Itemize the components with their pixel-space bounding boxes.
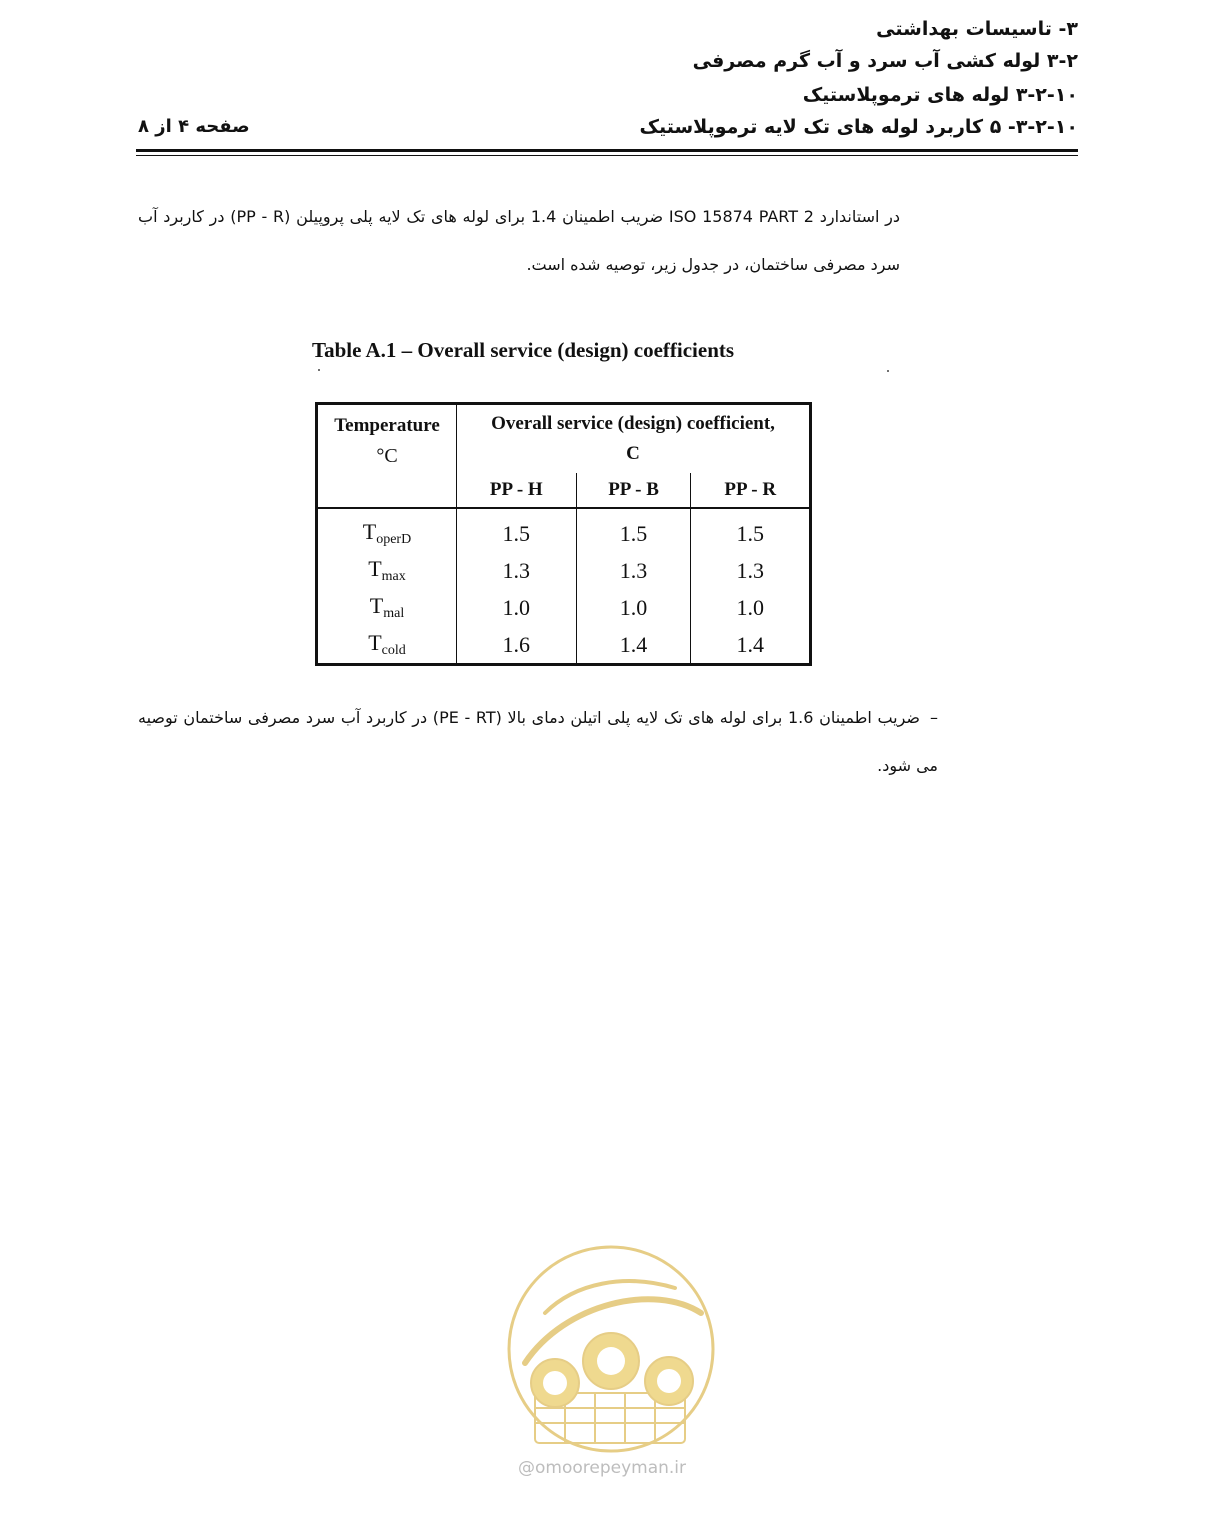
row-label [317, 508, 457, 552]
scan-speck [318, 369, 320, 371]
row-label [317, 552, 457, 589]
table-cell: 1.0 [502, 594, 531, 620]
header-subsection-title: ۳-۲ لوله کشی آب سرد و آب گرم مصرفی [692, 50, 1078, 72]
table-cell: 1.3 [736, 557, 764, 583]
temperature-header [317, 404, 457, 509]
row-label-symbol: T [362, 519, 377, 544]
column-header-pp-b: PP - B [576, 473, 691, 508]
table-row [317, 508, 811, 552]
table-cell: 1.5 [736, 520, 764, 546]
table-cell: 1.4 [736, 631, 764, 657]
row-label-subscript: operD [376, 532, 412, 547]
watermark-site-label: @omoorepeyman.ir [518, 1458, 687, 1478]
header-topic-title: ۳-۲-۱۰- ۵ کاربرد لوله های تک لایه ترموپلاستیک [639, 116, 1078, 138]
scan-speck [887, 370, 889, 372]
table-row [317, 626, 811, 665]
row-label-subscript: max [381, 569, 406, 584]
bullet-text: ضریب اطمینان 1.6 برای لوله های تک لایه پلی اتیلن دمای بالا (PE - RT) در کاربرد آب سرد مصرفی ساختمان توصیه می شود. [138, 708, 938, 775]
table-row [317, 589, 811, 626]
temperature-header-label: Temperature [334, 415, 440, 436]
row-label-subscript: mal [383, 606, 405, 621]
bullet-dash: – [930, 708, 939, 727]
header-subsubsection-title: ۳-۲-۱۰ لوله های ترموپلاستیک [802, 84, 1078, 106]
row-label-symbol: T [368, 630, 382, 655]
row-label [317, 626, 457, 665]
watermark-logo [505, 1243, 717, 1455]
table-cell: 1.5 [502, 520, 531, 546]
row-label-symbol: T [369, 593, 384, 618]
table-title: Table A.1 – Overall service (design) coefficients [312, 338, 735, 362]
table-cell: 1.4 [576, 626, 691, 665]
row-label-symbol: T [368, 556, 382, 581]
header-divider-thick [136, 149, 1078, 152]
header-divider-thin [136, 155, 1078, 156]
row-label [317, 589, 457, 626]
coefficient-header [457, 404, 811, 474]
table-cell: 1.3 [502, 557, 531, 583]
table-row [317, 552, 811, 589]
bullet-paragraph [138, 694, 938, 790]
intro-paragraph: در استاندارد ISO 15874 PART 2 ضریب اطمینان 1.4 برای لوله های تک لایه پلی پروپیلن (PP - R) در کاربرد آب سرد مصرفی ساختمان، در جدول زیر، توصیه شده است. [138, 207, 901, 274]
coefficient-header-label: Overall service (design) coefficient, [491, 413, 775, 434]
row-label-subscript: cold [381, 643, 406, 658]
coefficient-symbol: C [626, 443, 640, 464]
header-section-title: ۳- تاسیسات بهداشتی [876, 18, 1078, 40]
table-cell: 1.0 [576, 589, 691, 626]
table-cell: 1.5 [576, 508, 691, 552]
table-cell: 1.3 [576, 552, 691, 589]
temperature-unit: °C [376, 445, 398, 467]
page-number: صفحه ۴ از ۸ [138, 116, 250, 137]
column-header-pp-h: PP - H [457, 473, 577, 508]
table-cell: 1.6 [502, 631, 531, 657]
table-cell: 1.0 [736, 594, 764, 620]
coefficients-table [315, 402, 812, 666]
column-header-pp-r: PP - R [691, 473, 811, 508]
